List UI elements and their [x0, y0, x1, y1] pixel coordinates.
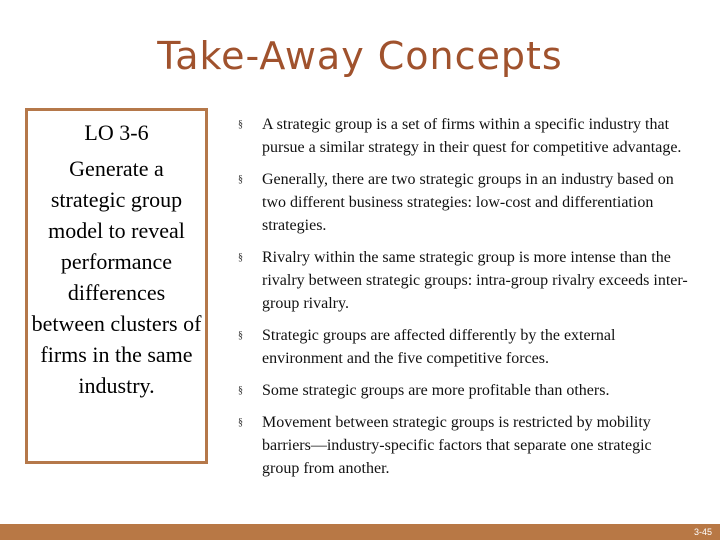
learning-objective-text: Generate a strategic group model to reveal performance differences between clusters of firms in the same industry. [31, 156, 202, 398]
footer-bar [0, 524, 720, 540]
bullet-marker-icon: § [238, 119, 243, 130]
bullet-item [232, 411, 690, 480]
bullet-text: Strategic groups are affected differently by the external environment and the five competitive forces. [262, 327, 616, 367]
page-number: 3-45 [693, 527, 712, 537]
bullet-text: Some strategic groups are more profitable than others. [262, 382, 610, 399]
bullet-marker-icon: § [238, 174, 243, 185]
learning-objective-box [25, 108, 208, 464]
bullet-text: Generally, there are two strategic groups in an industry based on two different business strategies: low-cost and differentiation strategies. [262, 171, 674, 234]
bullet-marker-icon: § [238, 385, 243, 396]
bullet-item [232, 246, 690, 315]
bullet-text: A strategic group is a set of firms within a specific industry that pursue a similar strategy in their quest for competitive advantage. [262, 116, 682, 156]
takeaway-bullet-list [232, 113, 690, 489]
bullet-item [232, 324, 690, 370]
bullet-marker-icon: § [238, 330, 243, 341]
bullet-text: Rivalry within the same strategic group is more intense than the rivalry between strategic groups: intra-group rivalry exceeds inter-group rivalry. [262, 249, 688, 312]
slide-title: Take-Away Concepts [157, 34, 563, 78]
bullet-text: Movement between strategic groups is restricted by mobility barriers—industry-specific factors that separate one strategic group from another. [262, 414, 652, 477]
bullet-item [232, 113, 690, 159]
bullet-item [232, 379, 690, 402]
bullet-item [232, 168, 690, 237]
learning-objective-code: LO 3-6 [84, 120, 149, 145]
bullet-marker-icon: § [238, 252, 243, 263]
bullet-marker-icon: § [238, 417, 243, 428]
